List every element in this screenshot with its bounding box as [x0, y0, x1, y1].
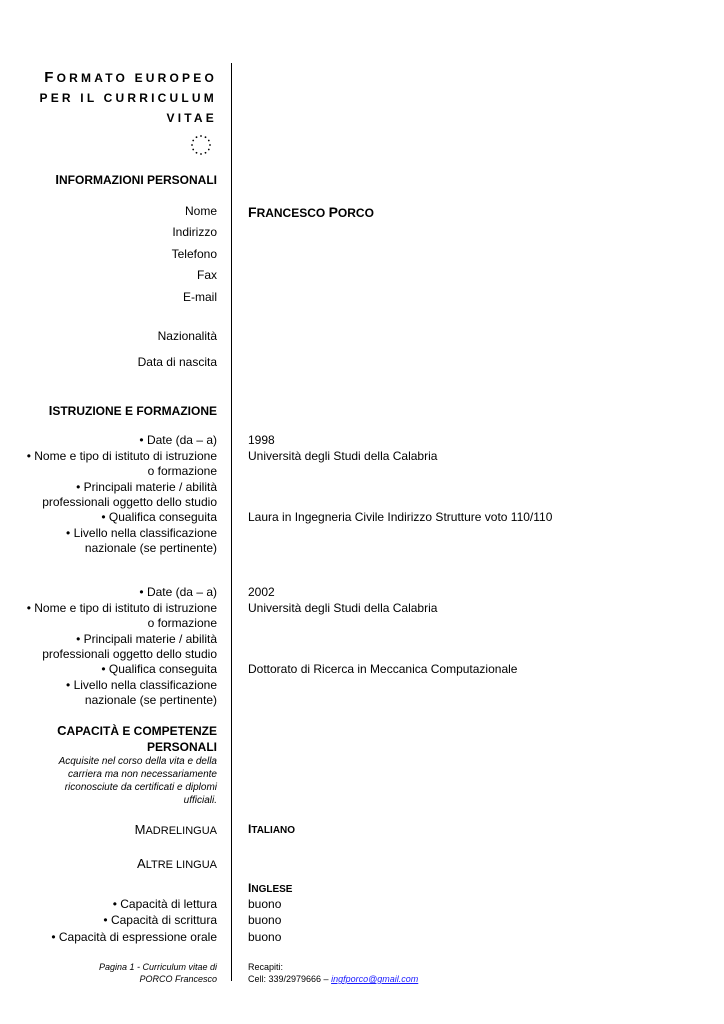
skills-note: Acquisite nel corso della vita e della carriera ma non necessariamente riconosciute da certificati e diplomi ufficiali.	[58, 756, 217, 806]
section-heading-skills: CAPACITÀ E COMPETENZE PERSONALI	[57, 723, 217, 754]
label-institution: • Nome e tipo di istituto di istruzione o formazione	[26, 601, 217, 630]
label-address: Indirizzo	[172, 225, 217, 239]
label-level: • Livello nella classificazione nazionale (se pertinente)	[66, 526, 217, 555]
label-institution: • Nome e tipo di istituto di istruzione o formazione	[26, 449, 217, 478]
label-speaking: • Capacità di espressione orale	[51, 930, 217, 944]
speaking-value: buono	[248, 930, 282, 944]
label-email: E-mail	[182, 290, 217, 304]
reading-value: buono	[248, 897, 282, 911]
label-nationality: Nazionalità	[157, 329, 217, 343]
document-title: FORMATO EUROPEO PER IL CURRICULUM VITAE	[39, 69, 217, 125]
education-qualification: Dottorato di Ricerca in Meccanica Computazionale	[248, 662, 518, 676]
label-reading: • Capacità di lettura	[112, 897, 217, 911]
section-heading-personal: INFORMAZIONI PERSONALI	[55, 172, 217, 187]
label-dates: • Date (da – a)	[139, 433, 217, 447]
label-subjects: • Principali materie / abilità professionali oggetto dello studio	[42, 480, 217, 509]
education-institution: Università degli Studi della Calabria	[248, 601, 438, 615]
label-dates: • Date (da – a)	[139, 585, 217, 599]
education-date: 2002	[248, 585, 275, 599]
mother-tongue-value: ITALIANO	[248, 822, 296, 836]
label-mother-tongue: MADRELINGUA	[134, 822, 217, 837]
writing-value: buono	[248, 913, 282, 927]
vertical-divider	[231, 63, 232, 981]
education-qualification: Laura in Ingegneria Civile Indirizzo Strutture voto 110/110	[248, 510, 553, 524]
education-date: 1998	[248, 433, 275, 447]
label-qualification: • Qualifica conseguita	[101, 662, 217, 676]
label-name: Nome	[184, 204, 217, 218]
label-qualification: • Qualifica conseguita	[101, 510, 217, 524]
label-phone: Telefono	[171, 247, 217, 261]
label-level: • Livello nella classificazione nazionale (se pertinente)	[66, 678, 217, 707]
footer-page-info: Pagina 1 - Curriculum vitae di PORCO Francesco	[98, 962, 217, 984]
person-name: FRANCESCO PORCO	[248, 204, 374, 220]
education-institution: Università degli Studi della Calabria	[248, 449, 438, 463]
label-fax: Fax	[196, 268, 217, 282]
email-link[interactable]: ingfporco@gmail.com	[331, 974, 419, 984]
section-heading-education: ISTRUZIONE E FORMAZIONE	[48, 403, 217, 418]
label-birthdate: Data di nascita	[137, 355, 217, 369]
label-other-languages: ALTRE LINGUA	[137, 856, 217, 871]
eu-stars-icon	[190, 134, 212, 156]
label-subjects: • Principali materie / abilità professionali oggetto dello studio	[42, 632, 217, 661]
label-writing: • Capacità di scrittura	[103, 913, 217, 927]
other-language-value: INGLESE	[248, 881, 293, 895]
footer-contacts: Recapiti: Cell: 339/2979666 – ingfporco@gmail.com	[248, 962, 419, 984]
